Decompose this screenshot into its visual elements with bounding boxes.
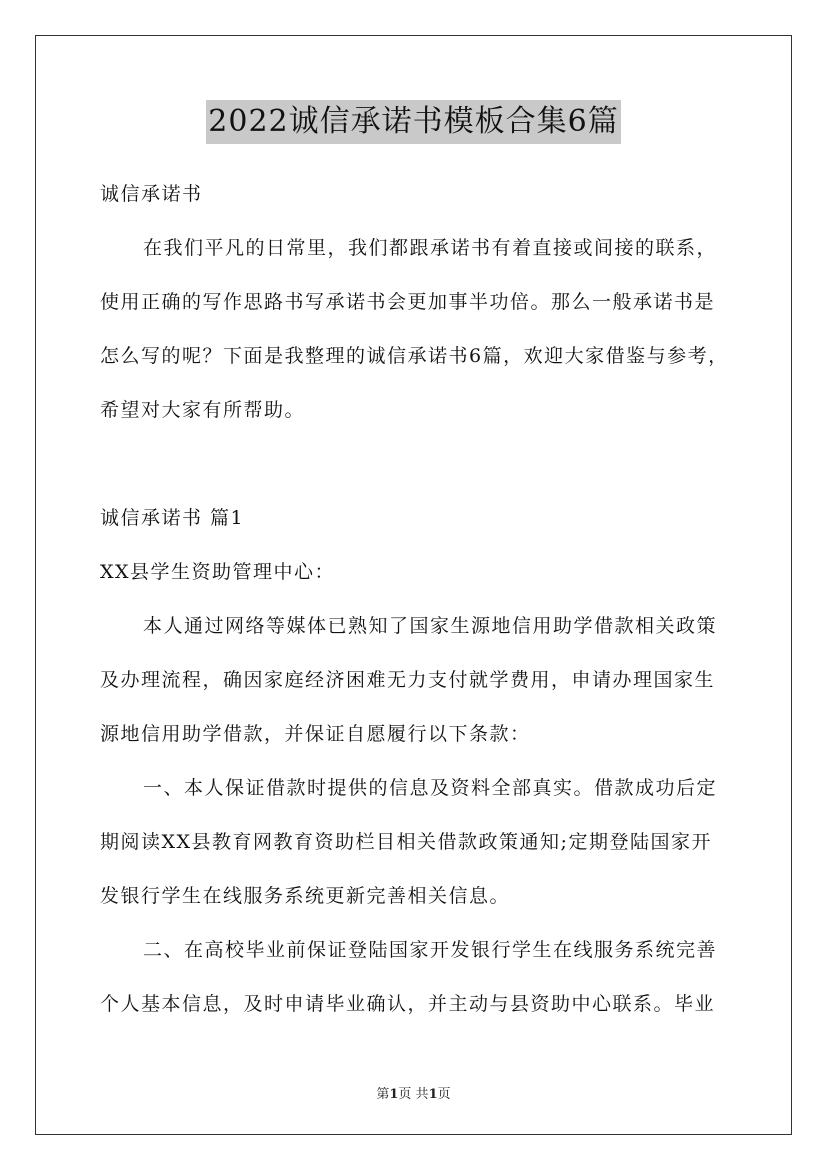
body-line: 源地信用助学借款，并保证自愿履行以下条款：	[100, 723, 531, 745]
footer-page-number: 1	[389, 1087, 399, 1102]
body-line: 本人通过网络等媒体已熟知了国家生源地信用助学借款相关政策	[143, 615, 718, 637]
footer-total-number: 1	[428, 1087, 438, 1102]
footer-total-suffix: 页	[437, 1087, 451, 1102]
page-footer	[0, 1083, 827, 1102]
intro-line: 在我们平凡的日常里，我们都跟承诺书有着直接或间接的联系，	[143, 237, 718, 259]
body-line: 发银行学生在线服务系统更新完善相关信息。	[100, 885, 511, 907]
document-title: 2022诚信承诺书模板合集6篇	[206, 100, 620, 144]
body-line: 个人基本信息，及时申请毕业确认，并主动与县资助中心联系。毕业	[100, 993, 716, 1015]
section-heading: 诚信承诺书	[100, 183, 203, 205]
footer-page-suffix: 页 共	[398, 1087, 429, 1102]
body-line: 及办理流程，确因家庭经济困难无力支付就学费用，申请办理国家生	[100, 669, 716, 691]
title-block	[0, 100, 827, 144]
body-line: 期阅读XX县教育网教育资助栏目相关借款政策通知;定期登陆国家开	[100, 831, 712, 853]
piece-heading: 诚信承诺书 篇1	[100, 507, 245, 529]
body-line: 一、本人保证借款时提供的信息及资料全部真实。借款成功后定	[143, 777, 718, 799]
footer-page-prefix: 第	[376, 1087, 390, 1102]
intro-line: 希望对大家有所帮助。	[100, 399, 306, 421]
intro-line: 怎么写的呢？下面是我整理的诚信承诺书6篇，欢迎大家借鉴与参考，	[100, 345, 729, 367]
intro-line: 使用正确的写作思路书写承诺书会更加事半功倍。那么一般承诺书是	[100, 291, 716, 313]
body-line: 二、在高校毕业前保证登陆国家开发银行学生在线服务系统完善	[143, 939, 718, 961]
addressee: XX县学生资助管理中心：	[100, 561, 336, 583]
